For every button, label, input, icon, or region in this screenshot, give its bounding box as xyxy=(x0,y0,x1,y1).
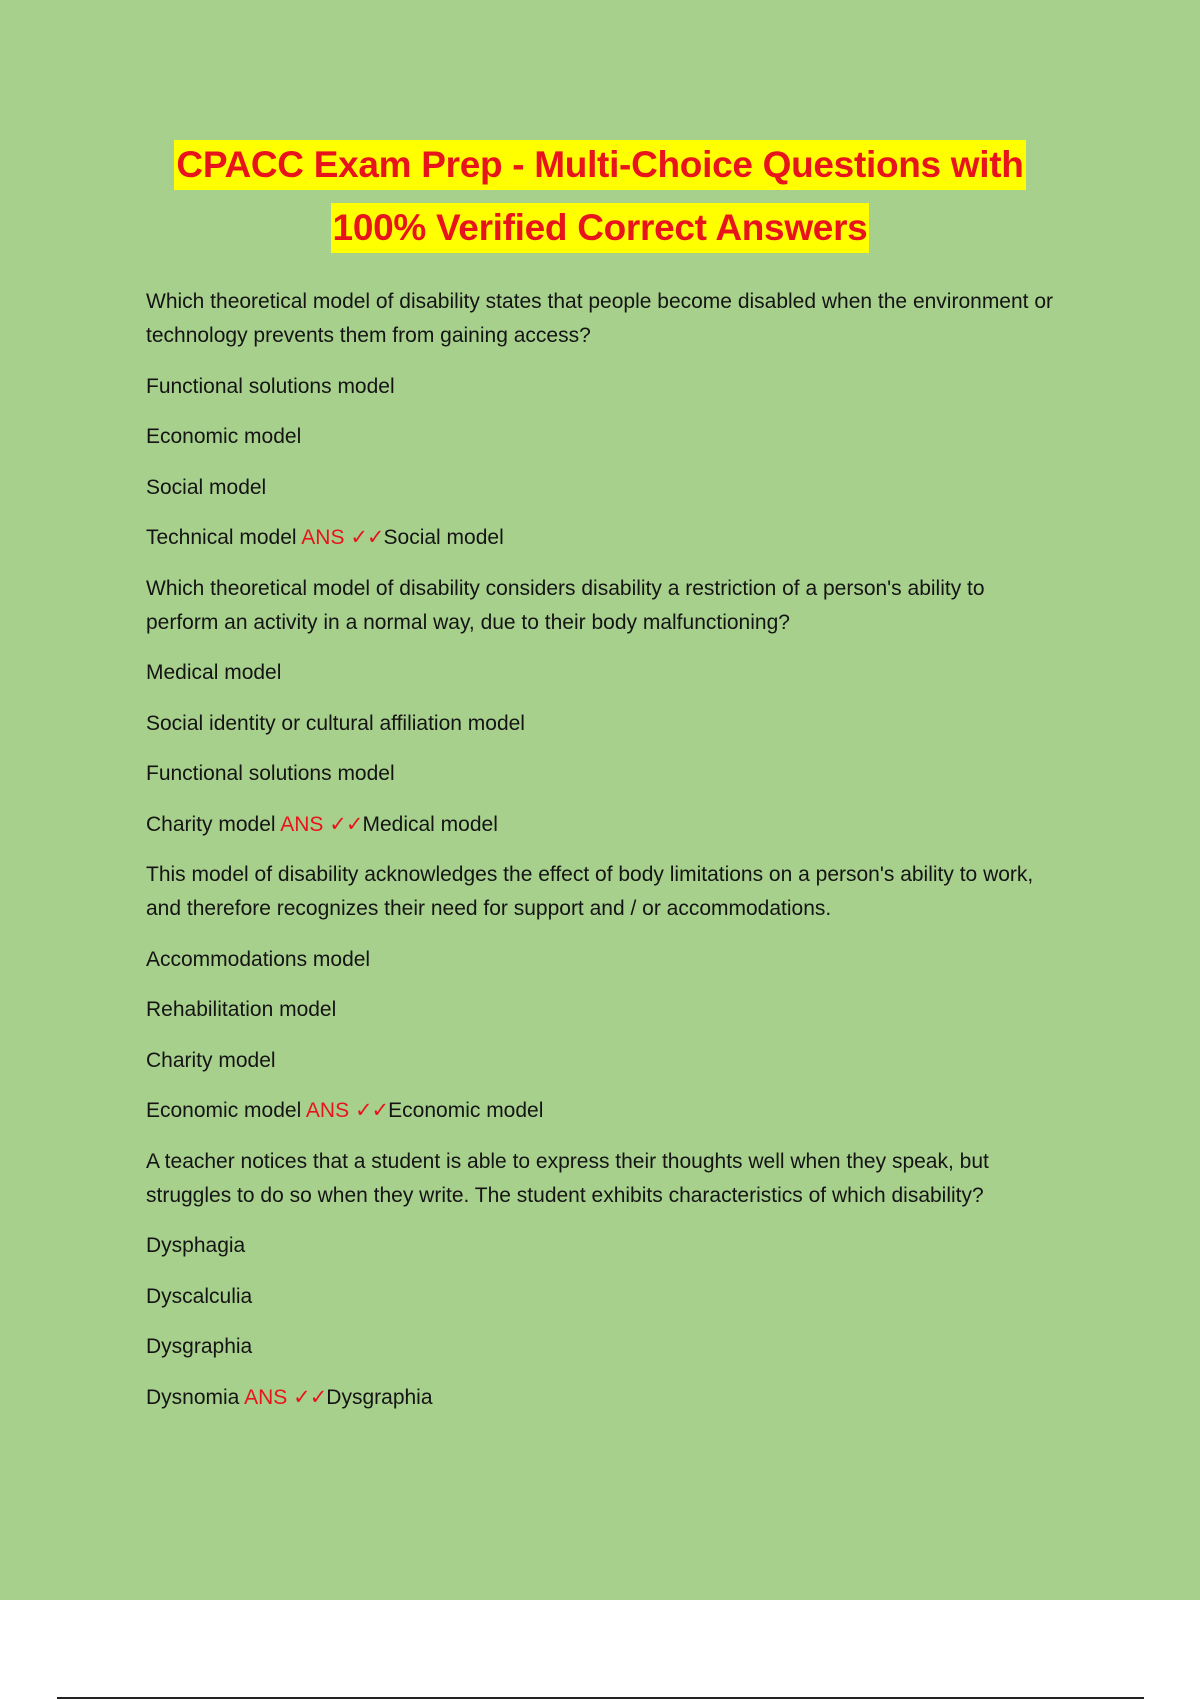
document-title xyxy=(0,140,1200,266)
answer-line xyxy=(146,1094,1056,1128)
checkmark-icon: ✓✓ xyxy=(293,1385,327,1409)
checkmark-icon: ✓✓ xyxy=(350,526,384,549)
answer-line xyxy=(146,1381,1056,1415)
answer-option: Technical model xyxy=(146,526,297,549)
title-line-2: 100% Verified Correct Answers xyxy=(331,203,870,253)
footer-divider xyxy=(57,1697,1144,1699)
answer-option: Charity model xyxy=(146,812,276,836)
answer-option: Dysnomia xyxy=(146,1385,240,1409)
answer-line xyxy=(146,521,1056,555)
ans-label: ANS xyxy=(280,812,324,836)
question-text: This model of disability acknowledges the effect of body limitations on a person's ability to work, and therefore recognizes their need for support and / or accommodations. xyxy=(146,863,1034,920)
question-text: Which theoretical model of disability states that people become disabled when the environment or technology prevents them from gaining access? xyxy=(146,290,1054,347)
answer-option: Economic model xyxy=(146,425,302,448)
answer-option: Medical model xyxy=(146,661,282,684)
ans-label: ANS xyxy=(301,526,345,549)
answer-option: Rehabilitation model xyxy=(146,998,337,1021)
answer-option: Social model xyxy=(146,475,267,499)
answer-option: Economic model xyxy=(146,1099,302,1122)
answer-option: Dysphagia xyxy=(146,1234,246,1257)
checkmark-icon: ✓✓ xyxy=(354,1099,389,1122)
correct-answer: Dysgraphia xyxy=(326,1385,433,1409)
correct-answer: Economic model xyxy=(388,1099,544,1122)
correct-answer: Medical model xyxy=(362,812,498,836)
question-text: Which theoretical model of disability considers disability a restriction of a person's ability to perform an activity in a normal way, due to their body malfunctioning? xyxy=(146,576,985,634)
question-text: A teacher notices that a student is able to express their thoughts well when they speak, but struggles to do so when they write. The student exhibits characteristics of which disability? xyxy=(146,1149,989,1207)
answer-option: Dysgraphia xyxy=(146,1335,253,1358)
answer-line xyxy=(146,808,1056,842)
ans-label: ANS xyxy=(244,1385,288,1409)
checkmark-icon: ✓✓ xyxy=(329,812,363,836)
answer-option: Functional solutions model xyxy=(146,374,395,398)
title-line-1: CPACC Exam Prep - Multi-Choice Questions with xyxy=(174,140,1025,190)
correct-answer: Social model xyxy=(383,526,504,549)
answer-option: Functional solutions model xyxy=(146,762,395,785)
question-list xyxy=(146,285,1056,1431)
answer-option: Accommodations model xyxy=(146,947,371,971)
answer-option: Dyscalculia xyxy=(146,1284,253,1308)
answer-option: Social identity or cultural affiliation model xyxy=(146,711,525,735)
ans-label: ANS xyxy=(305,1099,350,1122)
answer-option: Charity model xyxy=(146,1048,276,1072)
